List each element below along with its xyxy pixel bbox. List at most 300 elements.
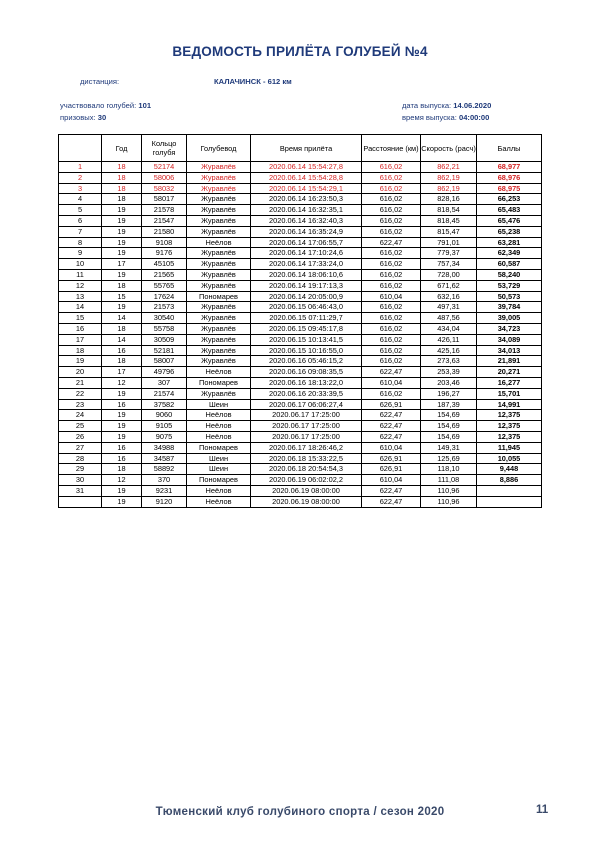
cell-distance: 622,47 [362,421,421,432]
cell-distance: 616,02 [362,183,421,194]
cell-speed: 779,37 [421,248,477,259]
cell-time: 2020.06.14 17:06:55,7 [251,237,362,248]
cell-year: 16 [102,345,142,356]
cell-owner: Журавлёв [187,248,251,259]
cell-ring: 307 [142,377,187,388]
cell-owner: Журавлёв [187,323,251,334]
cell-distance: 616,02 [362,356,421,367]
cell-owner: Журавлёв [187,388,251,399]
cell-time: 2020.06.14 16:35:24,9 [251,226,362,237]
cell-time: 2020.06.15 07:11:29,7 [251,313,362,324]
cell-number: 28 [59,453,102,464]
table-row [59,475,542,486]
cell-points: 62,349 [477,248,542,259]
page-number: 11 [536,804,549,816]
cell-owner: Журавлёв [187,269,251,280]
table-row [59,431,542,442]
cell-ring: 9060 [142,410,187,421]
cell-ring: 52174 [142,162,187,173]
cell-time: 2020.06.14 17:33:24,0 [251,259,362,270]
cell-owner: Пономарев [187,291,251,302]
table-row [59,399,542,410]
cell-distance: 622,47 [362,367,421,378]
cell-ring: 30509 [142,334,187,345]
cell-owner: Журавлёв [187,205,251,216]
col-header-time: Время прилёта [251,135,362,162]
table-row [59,280,542,291]
cell-points: 8,886 [477,475,542,486]
cell-distance: 616,02 [362,269,421,280]
cell-ring: 9120 [142,496,187,507]
cell-number: 16 [59,323,102,334]
cell-owner: Неёлов [187,496,251,507]
cell-year: 19 [102,410,142,421]
cell-year: 19 [102,226,142,237]
cell-year: 19 [102,431,142,442]
cell-distance: 616,02 [362,215,421,226]
cell-points: 65,483 [477,205,542,216]
cell-speed: 154,69 [421,431,477,442]
cell-distance: 616,02 [362,162,421,173]
cell-time: 2020.06.15 06:46:43,0 [251,302,362,313]
cell-year: 19 [102,421,142,432]
cell-ring: 9108 [142,237,187,248]
distance-value: КАЛАЧИНСК - 612 км [214,77,292,86]
cell-year: 17 [102,259,142,270]
table-row [59,453,542,464]
participants-label: участвовало голубей: [60,101,137,110]
cell-time: 2020.06.16 05:46:15,2 [251,356,362,367]
cell-speed: 818,45 [421,215,477,226]
table-header [59,135,542,162]
cell-year: 18 [102,172,142,183]
cell-points: 12,375 [477,431,542,442]
cell-time: 2020.06.19 08:00:00 [251,485,362,496]
cell-distance: 616,02 [362,194,421,205]
cell-ring: 34587 [142,453,187,464]
cell-time: 2020.06.19 06:02:02,2 [251,475,362,486]
cell-owner: Шеин [187,464,251,475]
cell-ring: 9176 [142,248,187,259]
cell-distance: 616,02 [362,313,421,324]
cell-ring: 58017 [142,194,187,205]
release-date [402,101,491,110]
cell-points: 50,573 [477,291,542,302]
cell-ring: 17624 [142,291,187,302]
table-row [59,237,542,248]
cell-speed: 815,47 [421,226,477,237]
table-row [59,496,542,507]
cell-points: 14,991 [477,399,542,410]
cell-distance: 610,04 [362,291,421,302]
cell-speed: 203,46 [421,377,477,388]
cell-speed: 487,56 [421,313,477,324]
cell-owner: Журавлёв [187,162,251,173]
cell-points: 16,277 [477,377,542,388]
cell-year: 18 [102,162,142,173]
cell-ring: 52181 [142,345,187,356]
cell-owner: Неёлов [187,485,251,496]
cell-year: 19 [102,496,142,507]
cell-year: 18 [102,356,142,367]
table-row [59,388,542,399]
cell-points: 58,240 [477,269,542,280]
release-date-value: 14.06.2020 [453,101,492,110]
cell-distance: 616,02 [362,248,421,259]
distance-label: дистанция: [80,77,120,86]
cell-distance: 622,47 [362,496,421,507]
cell-distance: 622,47 [362,431,421,442]
cell-owner: Шеин [187,453,251,464]
cell-owner: Журавлёв [187,313,251,324]
cell-distance: 610,04 [362,377,421,388]
cell-number: 17 [59,334,102,345]
cell-ring: 55765 [142,280,187,291]
cell-speed: 828,16 [421,194,477,205]
cell-speed: 434,04 [421,323,477,334]
cell-ring: 9075 [142,431,187,442]
cell-points: 60,587 [477,259,542,270]
col-header-distance: Расстояние (км) [362,135,421,162]
table-row [59,215,542,226]
cell-owner: Журавлёв [187,226,251,237]
cell-distance: 616,02 [362,334,421,345]
cell-time: 2020.06.14 20:05:00,9 [251,291,362,302]
cell-number: 22 [59,388,102,399]
cell-time: 2020.06.17 18:26:46,2 [251,442,362,453]
cell-distance: 626,91 [362,453,421,464]
cell-year: 16 [102,453,142,464]
table-row [59,183,542,194]
cell-speed: 862,19 [421,172,477,183]
cell-distance: 616,02 [362,388,421,399]
table-row [59,345,542,356]
cell-points: 39,784 [477,302,542,313]
cell-owner: Журавлёв [187,215,251,226]
cell-year: 15 [102,291,142,302]
cell-speed: 111,08 [421,475,477,486]
cell-owner: Журавлёв [187,302,251,313]
cell-distance: 610,04 [362,442,421,453]
cell-ring: 34988 [142,442,187,453]
release-time [402,113,489,122]
cell-speed: 253,39 [421,367,477,378]
cell-speed: 497,31 [421,302,477,313]
table-row [59,162,542,173]
cell-distance: 626,91 [362,399,421,410]
cell-speed: 671,62 [421,280,477,291]
cell-year: 19 [102,248,142,259]
cell-owner: Шеин [187,399,251,410]
cell-year: 18 [102,194,142,205]
cell-number: 8 [59,237,102,248]
cell-year: 14 [102,334,142,345]
cell-ring: 30540 [142,313,187,324]
cell-points: 34,089 [477,334,542,345]
cell-distance: 622,47 [362,410,421,421]
cell-speed: 818,54 [421,205,477,216]
footer-text: Тюменский клуб голубиного спорта / сезон 2020 [155,806,445,818]
cell-number: 31 [59,485,102,496]
table-row [59,172,542,183]
cell-owner: Пономарев [187,475,251,486]
cell-ring: 21574 [142,388,187,399]
table-row [59,313,542,324]
col-header-speed: Скорость (расч) [421,135,477,162]
cell-points: 34,723 [477,323,542,334]
cell-year: 12 [102,377,142,388]
cell-owner: Журавлёв [187,183,251,194]
col-header-ring: Кольцо голубя [142,135,187,162]
cell-distance: 616,02 [362,205,421,216]
cell-number: 1 [59,162,102,173]
cell-time: 2020.06.15 10:13:41,5 [251,334,362,345]
cell-number: 23 [59,399,102,410]
cell-year: 16 [102,399,142,410]
cell-ring: 58006 [142,172,187,183]
cell-speed: 426,11 [421,334,477,345]
cell-owner: Журавлёв [187,259,251,270]
cell-time: 2020.06.16 18:13:22,0 [251,377,362,388]
cell-time: 2020.06.18 20:54:54,3 [251,464,362,475]
cell-distance: 616,02 [362,172,421,183]
cell-time: 2020.06.17 17:25:00 [251,431,362,442]
cell-speed: 273,63 [421,356,477,367]
table-row [59,464,542,475]
cell-number: 12 [59,280,102,291]
cell-number: 3 [59,183,102,194]
cell-owner: Неёлов [187,431,251,442]
results-table [58,134,542,508]
cell-number: 20 [59,367,102,378]
cell-points: 34,013 [477,345,542,356]
cell-points: 68,977 [477,162,542,173]
cell-distance: 616,02 [362,280,421,291]
cell-number: 5 [59,205,102,216]
cell-points: 63,281 [477,237,542,248]
cell-owner: Журавлёв [187,172,251,183]
cell-year: 14 [102,313,142,324]
cell-speed: 110,96 [421,496,477,507]
cell-year: 18 [102,280,142,291]
cell-number: 25 [59,421,102,432]
cell-number: 4 [59,194,102,205]
cell-owner: Журавлёв [187,356,251,367]
cell-speed: 154,69 [421,410,477,421]
table-row [59,442,542,453]
table-row [59,367,542,378]
cell-number [59,496,102,507]
prize-value: 30 [97,113,107,122]
cell-ring: 55758 [142,323,187,334]
cell-points: 53,729 [477,280,542,291]
cell-owner: Журавлёв [187,194,251,205]
cell-points: 11,945 [477,442,542,453]
cell-points: 9,448 [477,464,542,475]
cell-time: 2020.06.18 15:33:22,5 [251,453,362,464]
cell-speed: 118,10 [421,464,477,475]
cell-speed: 791,01 [421,237,477,248]
cell-ring: 58892 [142,464,187,475]
cell-year: 18 [102,323,142,334]
cell-points: 66,253 [477,194,542,205]
cell-points: 21,891 [477,356,542,367]
cell-ring: 9105 [142,421,187,432]
cell-speed: 149,31 [421,442,477,453]
cell-points: 15,701 [477,388,542,399]
cell-number: 26 [59,431,102,442]
cell-ring: 45105 [142,259,187,270]
cell-points [477,485,542,496]
cell-number: 6 [59,215,102,226]
cell-distance: 616,02 [362,345,421,356]
release-time-value: 04:00:00 [458,113,490,122]
table-row [59,356,542,367]
cell-distance: 616,02 [362,323,421,334]
table-row [59,410,542,421]
cell-ring: 21565 [142,269,187,280]
table-row [59,259,542,270]
cell-owner: Неёлов [187,237,251,248]
cell-speed: 125,69 [421,453,477,464]
cell-points: 10,055 [477,453,542,464]
cell-time: 2020.06.14 19:17:13,3 [251,280,362,291]
cell-number: 14 [59,302,102,313]
cell-year: 18 [102,464,142,475]
cell-distance: 622,47 [362,237,421,248]
cell-points: 12,375 [477,410,542,421]
cell-year: 19 [102,269,142,280]
cell-number: 7 [59,226,102,237]
table-row [59,226,542,237]
cell-owner: Неёлов [187,367,251,378]
cell-owner: Неёлов [187,421,251,432]
cell-speed: 187,39 [421,399,477,410]
cell-ring: 21573 [142,302,187,313]
cell-year: 16 [102,442,142,453]
cell-number: 15 [59,313,102,324]
cell-points: 68,975 [477,183,542,194]
cell-year: 19 [102,388,142,399]
cell-distance: 626,91 [362,464,421,475]
cell-owner: Журавлёв [187,345,251,356]
cell-ring: 49796 [142,367,187,378]
cell-time: 2020.06.17 06:06:27,4 [251,399,362,410]
cell-time: 2020.06.16 09:08:35,5 [251,367,362,378]
cell-time: 2020.06.19 08:00:00 [251,496,362,507]
cell-number: 30 [59,475,102,486]
cell-time: 2020.06.14 16:32:35,1 [251,205,362,216]
table-row [59,205,542,216]
cell-distance: 610,04 [362,475,421,486]
cell-speed: 862,21 [421,162,477,173]
cell-year: 19 [102,205,142,216]
cell-ring: 370 [142,475,187,486]
cell-distance: 622,47 [362,485,421,496]
cell-time: 2020.06.14 15:54:27,8 [251,162,362,173]
cell-number: 2 [59,172,102,183]
cell-year: 19 [102,485,142,496]
cell-ring: 37582 [142,399,187,410]
cell-number: 11 [59,269,102,280]
cell-speed: 757,34 [421,259,477,270]
cell-time: 2020.06.14 18:06:10,6 [251,269,362,280]
table-row [59,334,542,345]
cell-ring: 58007 [142,356,187,367]
cell-points: 12,375 [477,421,542,432]
cell-ring: 58032 [142,183,187,194]
cell-speed: 632,16 [421,291,477,302]
participants [60,101,151,110]
cell-ring: 21580 [142,226,187,237]
prize [60,113,106,122]
cell-speed: 196,27 [421,388,477,399]
cell-year: 12 [102,475,142,486]
table-row [59,269,542,280]
cell-speed: 862,19 [421,183,477,194]
table-row [59,377,542,388]
cell-time: 2020.06.17 17:25:00 [251,410,362,421]
cell-time: 2020.06.14 17:10:24,6 [251,248,362,259]
cell-time: 2020.06.16 20:33:39,5 [251,388,362,399]
cell-distance: 616,02 [362,302,421,313]
cell-points: 65,476 [477,215,542,226]
cell-time: 2020.06.14 15:54:28,8 [251,172,362,183]
cell-time: 2020.06.15 09:45:17,8 [251,323,362,334]
cell-distance: 616,02 [362,259,421,270]
cell-year: 19 [102,302,142,313]
cell-time: 2020.06.14 16:23:50,3 [251,194,362,205]
table-row [59,323,542,334]
col-header-points: Баллы [477,135,542,162]
cell-time: 2020.06.14 15:54:29,1 [251,183,362,194]
cell-time: 2020.06.14 16:32:40,3 [251,215,362,226]
cell-number: 10 [59,259,102,270]
cell-owner: Журавлёв [187,334,251,345]
cell-points: 20,271 [477,367,542,378]
cell-owner: Журавлёв [187,280,251,291]
col-header-owner: Голубевод [187,135,251,162]
cell-ring: 21578 [142,205,187,216]
participants-value: 101 [138,101,152,110]
cell-owner: Пономарев [187,377,251,388]
cell-time: 2020.06.15 10:16:55,0 [251,345,362,356]
cell-number: 13 [59,291,102,302]
cell-number: 9 [59,248,102,259]
cell-time: 2020.06.17 17:25:00 [251,421,362,432]
release-time-label: время выпуска: [402,113,457,122]
cell-ring: 21547 [142,215,187,226]
cell-year: 19 [102,237,142,248]
cell-year: 19 [102,215,142,226]
cell-speed: 425,16 [421,345,477,356]
cell-speed: 728,00 [421,269,477,280]
cell-number: 18 [59,345,102,356]
table-row [59,291,542,302]
cell-points: 68,976 [477,172,542,183]
cell-speed: 154,69 [421,421,477,432]
col-header-year: Год [102,135,142,162]
cell-owner: Неёлов [187,410,251,421]
table-row [59,302,542,313]
prize-label: призовых: [60,113,96,122]
cell-number: 21 [59,377,102,388]
cell-owner: Пономарев [187,442,251,453]
cell-points: 65,238 [477,226,542,237]
cell-number: 29 [59,464,102,475]
cell-speed: 110,96 [421,485,477,496]
cell-points [477,496,542,507]
